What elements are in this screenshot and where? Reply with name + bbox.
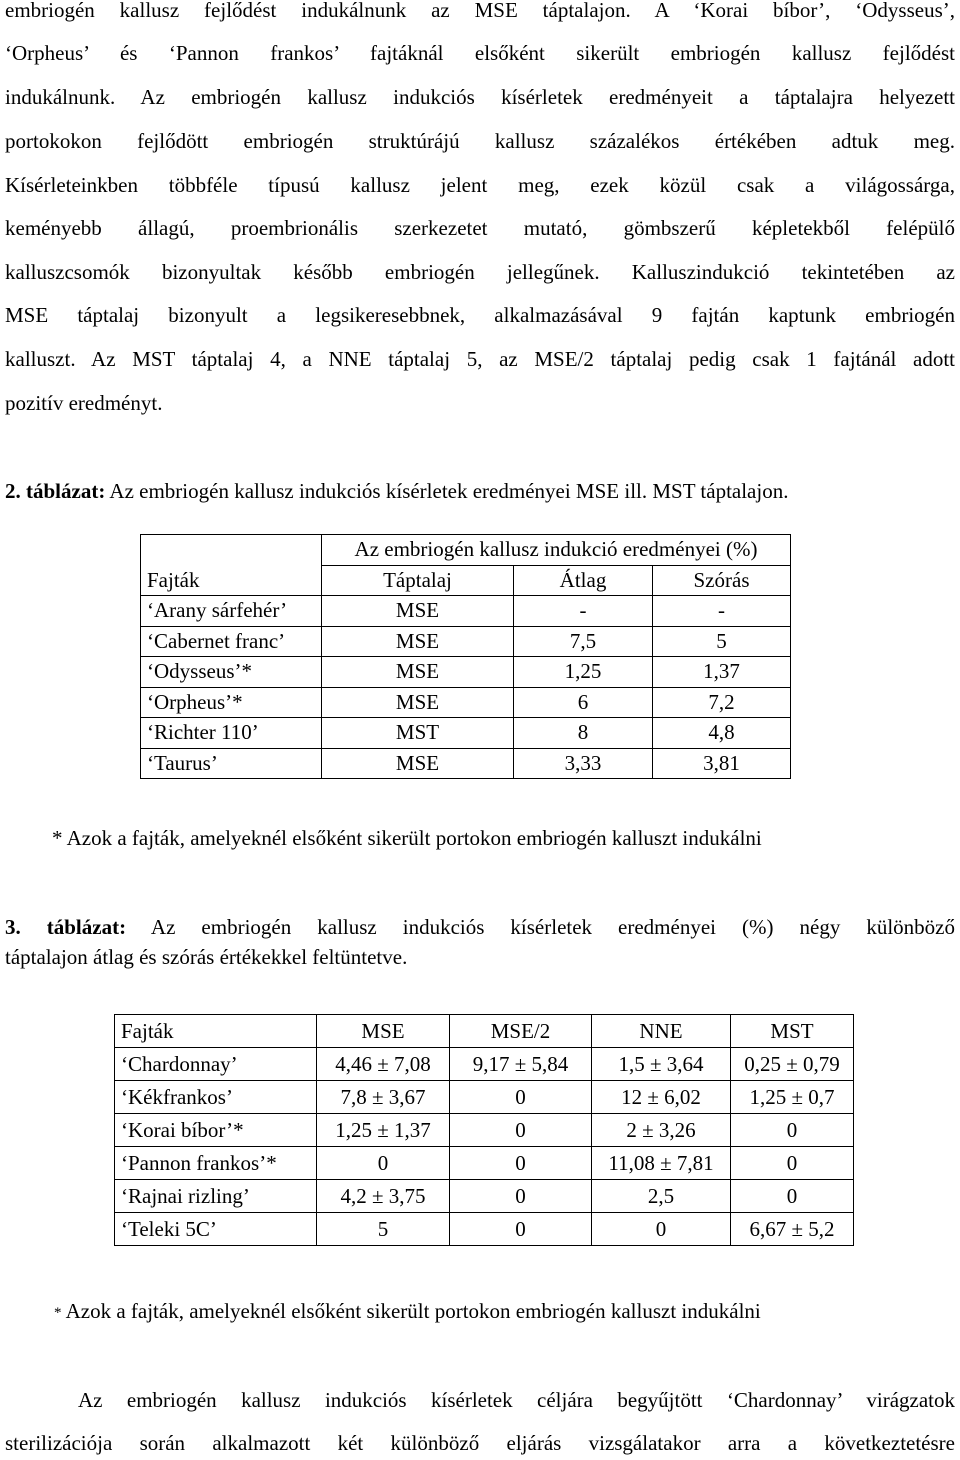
text-line: keményebb állagú, proembrionális szerkezetet mutató, gömbszerű képletekből felépülő xyxy=(5,216,955,240)
table-cell: 4,8 xyxy=(653,718,791,749)
table-cell: 7,5 xyxy=(514,626,653,657)
table-cell: 0 xyxy=(450,1081,592,1114)
table-cell: 3,33 xyxy=(514,748,653,779)
table-3-caption xyxy=(5,913,955,941)
column-header: Fajták xyxy=(115,1015,317,1048)
column-header: NNE xyxy=(592,1015,731,1048)
table-cell: 1,25 xyxy=(514,657,653,688)
table-cell xyxy=(141,535,322,566)
table-cell: MSE xyxy=(322,687,514,718)
caption-text: Az embriogén kallusz indukciós kísérletek eredményei (%) négy különböző xyxy=(126,915,955,939)
table-cell: ‘Cabernet franc’ xyxy=(141,626,322,657)
text-line: kalluszcsomók bizonyultak később embriogén jellegűnek. Kalluszindukció tekintetében az xyxy=(5,260,955,284)
table-cell: 0 xyxy=(450,1114,592,1147)
table-cell: 1,37 xyxy=(653,657,791,688)
table-cell: - xyxy=(514,596,653,627)
text-line: indukálnunk. Az embriogén kallusz indukciós kísérletek eredményeit a táptalajra helyezett xyxy=(5,85,955,109)
table-cell: 6 xyxy=(514,687,653,718)
table-3 xyxy=(114,1014,854,1246)
table-row xyxy=(141,596,791,627)
table-cell: ‘Taurus’ xyxy=(141,748,322,779)
table-2-footnote: * Azok a fajták, amelyeknél elsőként sikerült portokon embriogén kalluszt indukálni xyxy=(52,826,762,850)
table-cell: ‘Chardonnay’ xyxy=(115,1048,317,1081)
table-cell: 0 xyxy=(450,1213,592,1246)
table-row xyxy=(115,1048,854,1081)
table-cell: 1,25 ± 0,7 xyxy=(731,1081,854,1114)
table-cell: 0 xyxy=(731,1180,854,1213)
caption-text: Az embriogén kallusz indukciós kísérletek eredményei MSE ill. MST táptalajon. xyxy=(105,479,789,503)
table-cell: MSE xyxy=(322,657,514,688)
table-header-row xyxy=(115,1015,854,1048)
table-cell: ‘Richter 110’ xyxy=(141,718,322,749)
table-row xyxy=(115,1147,854,1180)
table-cell: 5 xyxy=(653,626,791,657)
table-cell: 1,25 ± 1,37 xyxy=(317,1114,450,1147)
column-header: MSE xyxy=(317,1015,450,1048)
caption-label: 2. táblázat: xyxy=(5,479,106,503)
table-cell: ‘Arany sárfehér’ xyxy=(141,596,322,627)
table-cell: ‘Korai bíbor’* xyxy=(115,1114,317,1147)
column-header: Táptalaj xyxy=(322,565,514,596)
table-cell: 0 xyxy=(592,1213,731,1246)
table-cell: 4,46 ± 7,08 xyxy=(317,1048,450,1081)
table-cell: 7,8 ± 3,67 xyxy=(317,1081,450,1114)
column-header: Szórás xyxy=(653,565,791,596)
table-header-row xyxy=(141,535,791,566)
column-header: MST xyxy=(731,1015,854,1048)
text-line: ‘Orpheus’ és ‘Pannon frankos’ fajtáknál elsőként sikerült embriogén kallusz fejlődést xyxy=(5,41,955,65)
group-header: Az embriogén kallusz indukció eredményei (%) xyxy=(322,535,791,566)
table-cell: MST xyxy=(322,718,514,749)
table-row xyxy=(115,1114,854,1147)
table-cell: ‘Orpheus’* xyxy=(141,687,322,718)
table-row xyxy=(141,718,791,749)
table-cell: ‘Pannon frankos’* xyxy=(115,1147,317,1180)
table-row xyxy=(141,687,791,718)
table-cell: 0 xyxy=(317,1147,450,1180)
table-row xyxy=(141,657,791,688)
table-row xyxy=(141,626,791,657)
caption-label: 3. táblázat: xyxy=(5,915,127,939)
column-header: MSE/2 xyxy=(450,1015,592,1048)
table-cell: 7,2 xyxy=(653,687,791,718)
footnote-text: Azok a fajták, amelyeknél elsőként sikerült portokon embriogén kalluszt indukálni xyxy=(61,1299,761,1323)
footnote-marker: * xyxy=(54,1305,62,1321)
text-line: portokokon fejlődött embriogén struktúrájú kallusz százalékos értékében adtuk meg. xyxy=(5,129,955,153)
table-cell: MSE xyxy=(322,596,514,627)
table-cell: MSE xyxy=(322,748,514,779)
table-cell: 0 xyxy=(731,1147,854,1180)
table-3-footnote xyxy=(54,1299,761,1324)
table-row xyxy=(115,1081,854,1114)
table-cell: 12 ± 6,02 xyxy=(592,1081,731,1114)
table-2-caption xyxy=(5,477,955,505)
text-line: pozitív eredményt. xyxy=(5,391,163,415)
text-line: embriogén kallusz fejlődést indukálnunk az MSE táptalajon. A ‘Korai bíbor’, ‘Odysseus’, xyxy=(5,0,955,22)
table-cell: ‘Teleki 5C’ xyxy=(115,1213,317,1246)
text-line: MSE táptalaj bizonyult a legsikeresebbnek, alkalmazásával 9 fajtán kaptunk embriogén xyxy=(5,303,955,327)
table-cell: 9,17 ± 5,84 xyxy=(450,1048,592,1081)
table-cell: - xyxy=(653,596,791,627)
table-cell: ‘Odysseus’* xyxy=(141,657,322,688)
table-cell: 0,25 ± 0,79 xyxy=(731,1048,854,1081)
table-row xyxy=(115,1213,854,1246)
column-header: Fajták xyxy=(141,565,322,596)
text-line: Kísérleteinkben többféle típusú kallusz jelent meg, ezek közül csak a világossárga, xyxy=(5,173,955,197)
table-2 xyxy=(140,534,791,779)
text-line: Az embriogén kallusz indukciós kísérletek céljára begyűjtött ‘Chardonnay’ virágzatok xyxy=(78,1388,955,1412)
text-line: kalluszt. Az MST táptalaj 4, a NNE táptalaj 5, az MSE/2 táptalaj pedig csak 1 fajtánál adott xyxy=(5,347,955,371)
table-cell: 11,08 ± 7,81 xyxy=(592,1147,731,1180)
table-3-caption-line-2: táptalajon átlag és szórás értékekkel feltüntetve. xyxy=(5,945,408,969)
table-cell: 2,5 xyxy=(592,1180,731,1213)
table-cell: 3,81 xyxy=(653,748,791,779)
table-header-row xyxy=(141,565,791,596)
table-cell: 2 ± 3,26 xyxy=(592,1114,731,1147)
column-header: Átlag xyxy=(514,565,653,596)
table-cell: ‘Rajnai rizling’ xyxy=(115,1180,317,1213)
table-row xyxy=(141,748,791,779)
table-cell: 8 xyxy=(514,718,653,749)
table-row xyxy=(115,1180,854,1213)
table-cell: 4,2 ± 3,75 xyxy=(317,1180,450,1213)
table-cell: ‘Kékfrankos’ xyxy=(115,1081,317,1114)
table-cell: MSE xyxy=(322,626,514,657)
table-cell: 0 xyxy=(450,1147,592,1180)
table-cell: 0 xyxy=(450,1180,592,1213)
table-cell: 0 xyxy=(731,1114,854,1147)
table-cell: 6,67 ± 5,2 xyxy=(731,1213,854,1246)
text-line: sterilizációja során alkalmazott két különböző eljárás vizsgálatakor arra a következtetésre xyxy=(5,1431,955,1455)
table-cell: 5 xyxy=(317,1213,450,1246)
table-cell: 1,5 ± 3,64 xyxy=(592,1048,731,1081)
